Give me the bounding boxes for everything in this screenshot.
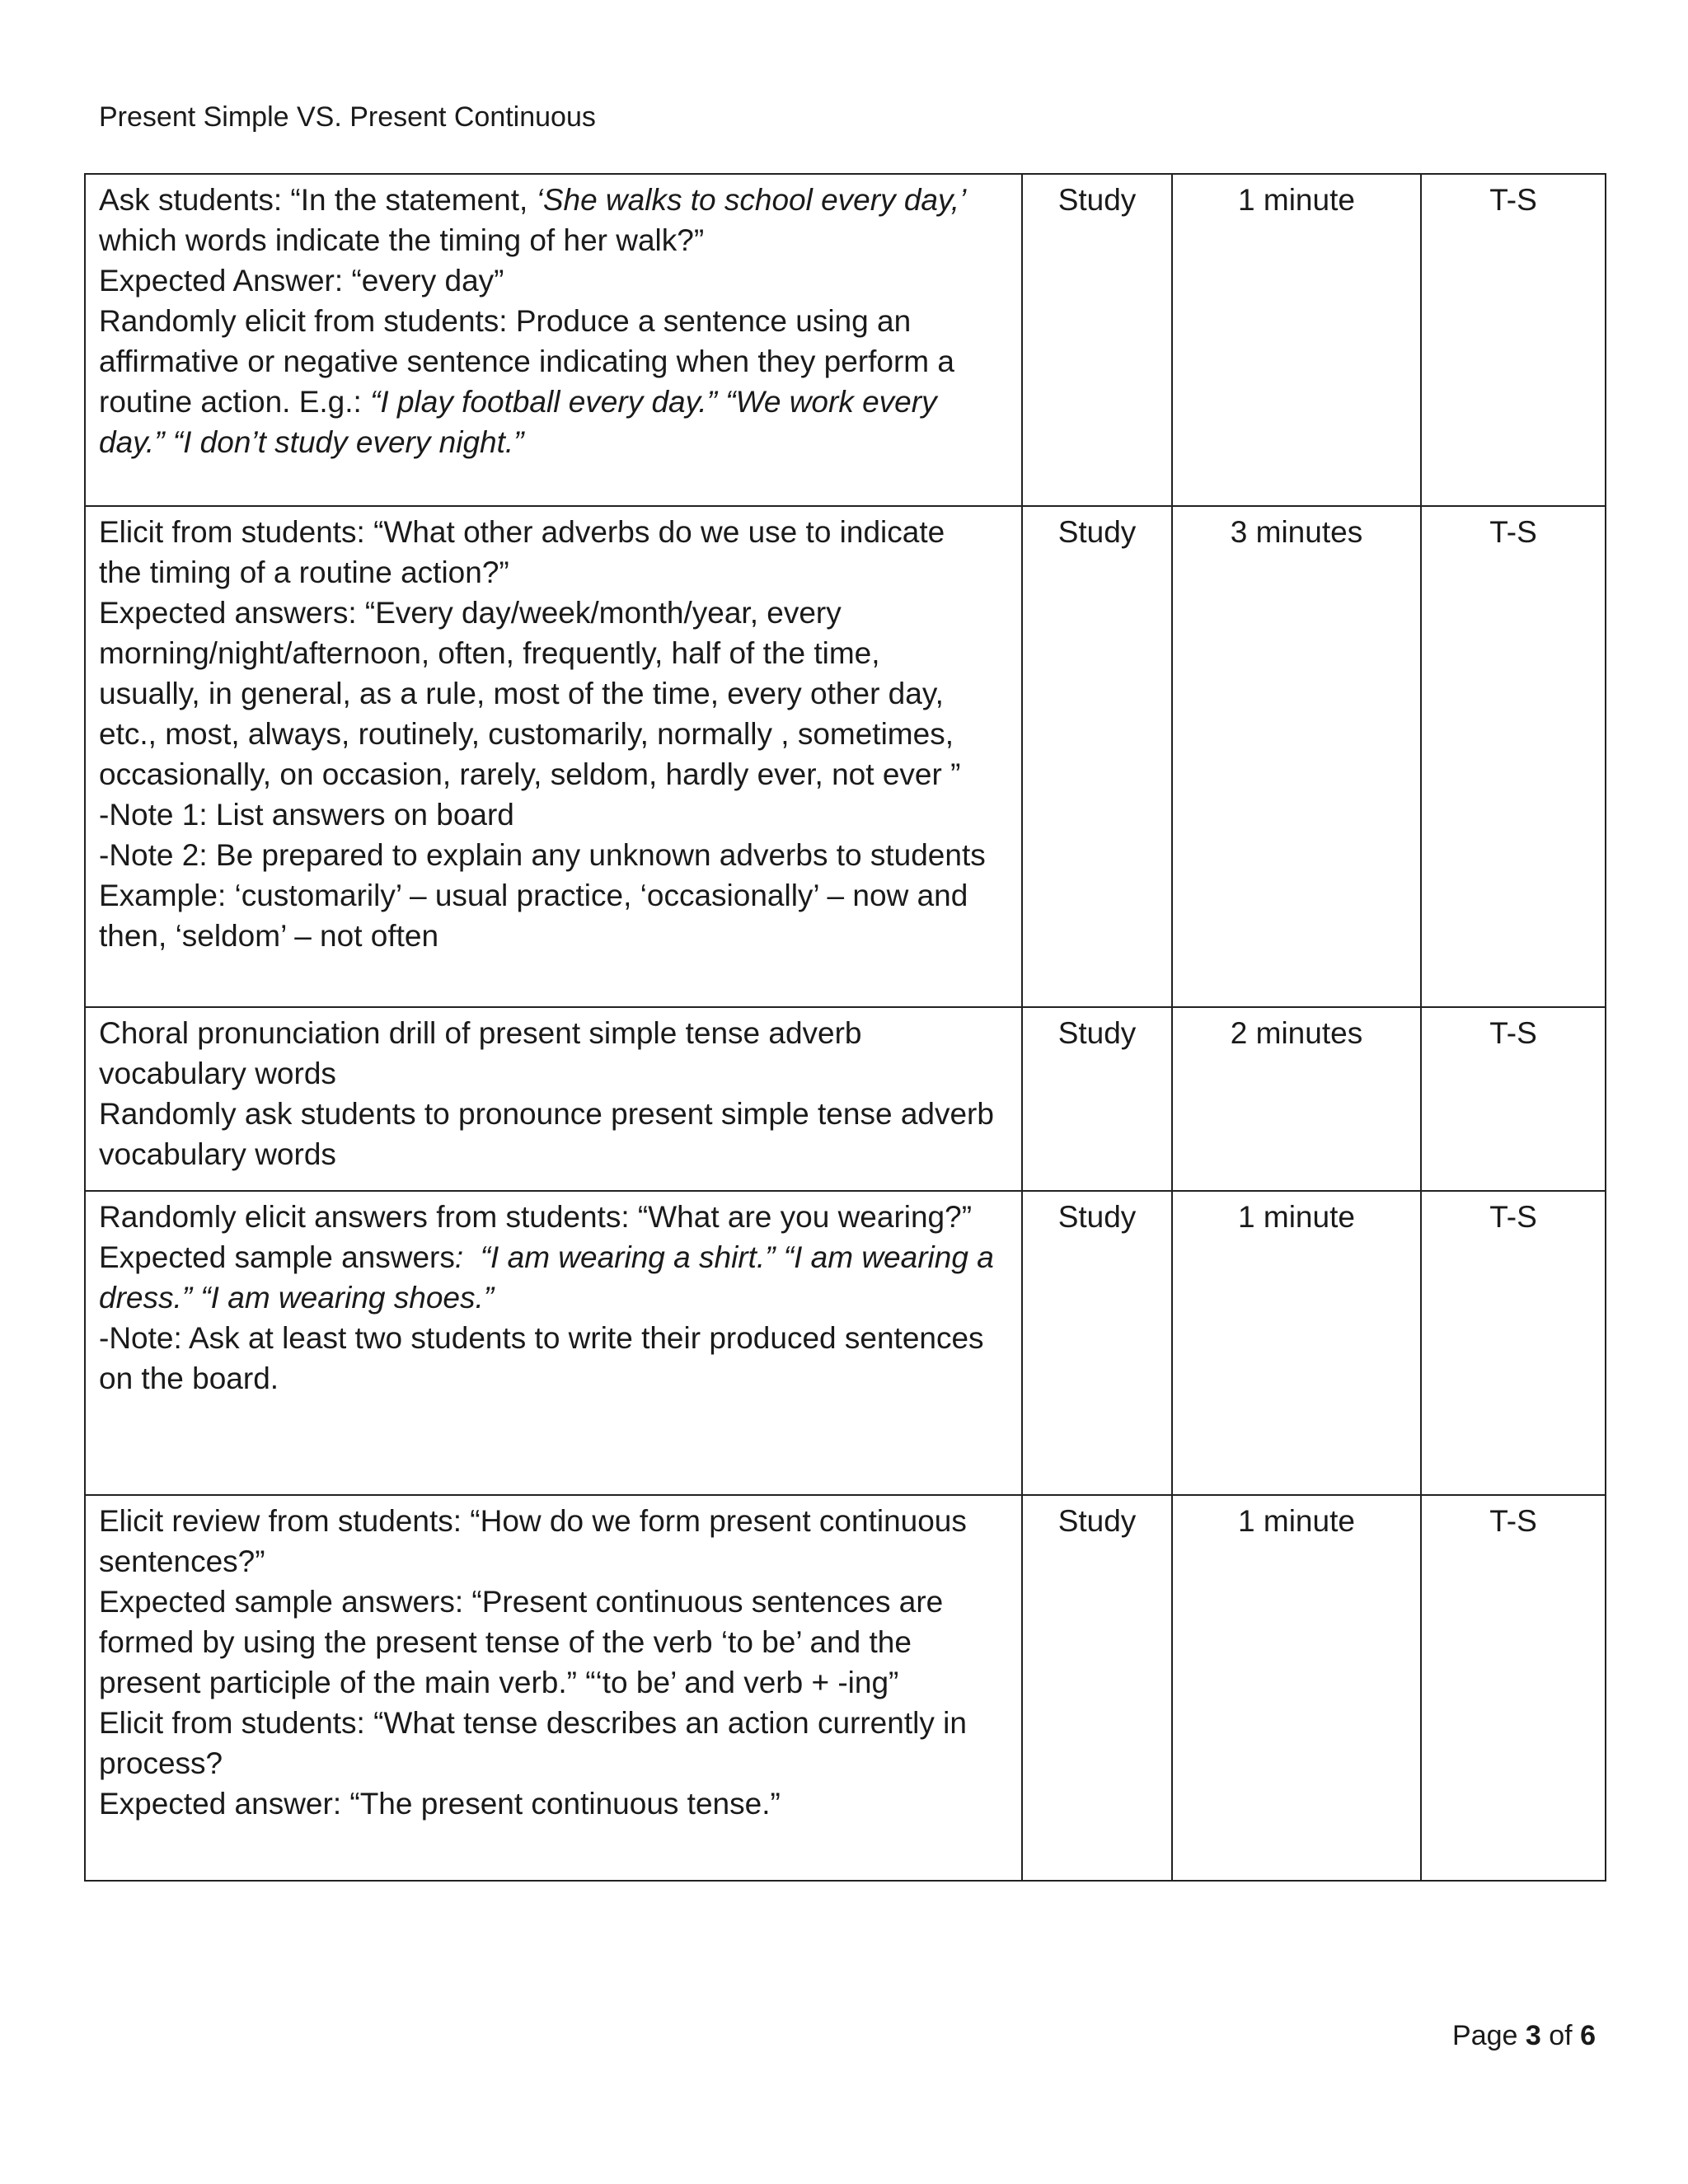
activity-line bbox=[99, 1743, 1008, 1783]
table-row bbox=[85, 506, 1606, 1007]
table-row bbox=[85, 1495, 1606, 1881]
activity-text: vocabulary words bbox=[99, 1057, 336, 1090]
activity-text: morning/night/afternoon, often, frequently, half of the time, bbox=[99, 636, 880, 670]
activity-text: Randomly elicit from students: Produce a sentence using an bbox=[99, 304, 912, 338]
stage-cell: Study bbox=[1022, 1191, 1172, 1495]
activity-line bbox=[99, 1783, 1008, 1824]
activity-line bbox=[99, 794, 1008, 835]
activity-text: etc., most, always, routinely, customarily, normally , sometimes, bbox=[99, 717, 954, 751]
table-row bbox=[85, 174, 1606, 506]
activity-line bbox=[99, 1358, 1008, 1399]
activity-cell bbox=[85, 1007, 1022, 1191]
activity-text: vocabulary words bbox=[99, 1137, 336, 1171]
stage-cell: Study bbox=[1022, 174, 1172, 506]
of-label: of bbox=[1549, 2020, 1573, 2051]
page-label: Page bbox=[1452, 2020, 1518, 2051]
activity-line bbox=[99, 1318, 1008, 1358]
activity-line bbox=[99, 180, 1008, 220]
activity-line bbox=[99, 220, 1008, 260]
activity-line bbox=[99, 916, 1008, 956]
activity-line bbox=[99, 1541, 1008, 1582]
activity-text: Randomly elicit answers from students: “What are you wearing?” bbox=[99, 1200, 973, 1234]
activity-text: the timing of a routine action?” bbox=[99, 555, 509, 589]
activity-text: on the board. bbox=[99, 1361, 279, 1395]
activity-text: Elicit review from students: “How do we form present continuous bbox=[99, 1504, 967, 1538]
activity-text: which words indicate the timing of her walk?” bbox=[99, 223, 705, 257]
stage-cell: Study bbox=[1022, 1007, 1172, 1191]
activity-cell bbox=[85, 506, 1022, 1007]
interaction-cell: T-S bbox=[1421, 1191, 1606, 1495]
activity-line bbox=[99, 714, 1008, 754]
activity-cell bbox=[85, 1495, 1022, 1881]
activity-line bbox=[99, 633, 1008, 673]
activity-text: Elicit from students: “What tense describes an action currently in bbox=[99, 1706, 967, 1740]
activity-text: formed by using the present tense of the verb ‘to be’ and the bbox=[99, 1625, 912, 1659]
activity-line bbox=[99, 552, 1008, 593]
activity-text: Expected sample answers bbox=[99, 1240, 455, 1274]
lesson-plan-body bbox=[85, 174, 1606, 1881]
activity-line bbox=[99, 673, 1008, 714]
page-current: 3 bbox=[1525, 2020, 1541, 2051]
activity-line bbox=[99, 875, 1008, 916]
activity-text: -Note: Ask at least two students to write their produced sentences bbox=[99, 1321, 984, 1355]
activity-line bbox=[99, 1094, 1008, 1134]
activity-text: -Note 2: Be prepared to explain any unknown adverbs to students bbox=[99, 838, 986, 872]
activity-line bbox=[99, 1662, 1008, 1703]
time-cell: 1 minute bbox=[1172, 174, 1421, 506]
activity-line bbox=[99, 512, 1008, 552]
activity-text: Expected answers: “Every day/week/month/year, every bbox=[99, 596, 842, 630]
time-cell: 1 minute bbox=[1172, 1191, 1421, 1495]
table-row bbox=[85, 1191, 1606, 1495]
activity-cell bbox=[85, 1191, 1022, 1495]
activity-text: Expected answer: “The present continuous tense.” bbox=[99, 1787, 781, 1821]
activity-text: Elicit from students: “What other adverbs do we use to indicate bbox=[99, 515, 945, 549]
activity-line bbox=[99, 593, 1008, 633]
activity-text: : “I am wearing a shirt.” “I am wearing a bbox=[454, 1240, 994, 1274]
activity-text: Expected Answer: “every day” bbox=[99, 264, 504, 298]
activity-text: present participle of the main verb.” “‘to be’ and verb + -ing” bbox=[99, 1666, 899, 1699]
activity-line bbox=[99, 260, 1008, 301]
interaction-cell: T-S bbox=[1421, 506, 1606, 1007]
activity-text: Example: ‘customarily’ – usual practice, ‘occasionally’ – now and bbox=[99, 879, 968, 912]
activity-line bbox=[99, 301, 1008, 341]
activity-text: usually, in general, as a rule, most of the time, every other day, bbox=[99, 677, 944, 710]
activity-text: occasionally, on occasion, rarely, seldom, hardly ever, not ever ” bbox=[99, 757, 961, 791]
interaction-cell: T-S bbox=[1421, 1495, 1606, 1881]
interaction-cell: T-S bbox=[1421, 174, 1606, 506]
activity-line bbox=[99, 382, 1008, 422]
activity-line bbox=[99, 754, 1008, 794]
activity-text: Choral pronunciation drill of present simple tense adverb bbox=[99, 1016, 862, 1050]
interaction-cell: T-S bbox=[1421, 1007, 1606, 1191]
activity-line bbox=[99, 1501, 1008, 1541]
activity-line bbox=[99, 1134, 1008, 1174]
stage-cell: Study bbox=[1022, 506, 1172, 1007]
lesson-plan-table bbox=[84, 173, 1606, 1882]
activity-line bbox=[99, 1197, 1008, 1237]
activity-line bbox=[99, 1013, 1008, 1053]
activity-line bbox=[99, 422, 1008, 462]
time-cell: 3 minutes bbox=[1172, 506, 1421, 1007]
activity-text: Ask students: “In the statement, bbox=[99, 183, 537, 217]
activity-line bbox=[99, 1582, 1008, 1622]
activity-text: affirmative or negative sentence indicating when they perform a bbox=[99, 344, 954, 378]
time-cell: 1 minute bbox=[1172, 1495, 1421, 1881]
activity-line bbox=[99, 1277, 1008, 1318]
activity-line bbox=[99, 1703, 1008, 1743]
activity-text: then, ‘seldom’ – not often bbox=[99, 919, 439, 953]
activity-text: day.” “I don’t study every night.” bbox=[99, 425, 524, 459]
activity-line bbox=[99, 341, 1008, 382]
activity-cell bbox=[85, 174, 1022, 506]
page-total: 6 bbox=[1580, 2020, 1596, 2051]
activity-text: ‘She walks to school every day,’ bbox=[536, 183, 967, 217]
activity-text: sentences?” bbox=[99, 1544, 265, 1578]
stage-cell: Study bbox=[1022, 1495, 1172, 1881]
page-number bbox=[1452, 2018, 1596, 2054]
activity-text: dress.” “I am wearing shoes.” bbox=[99, 1281, 495, 1315]
activity-line bbox=[99, 1237, 1008, 1277]
activity-text: process? bbox=[99, 1746, 223, 1780]
activity-line bbox=[99, 1053, 1008, 1094]
activity-text: routine action. E.g.: bbox=[99, 385, 371, 419]
activity-text: “I play football every day.” “We work every bbox=[370, 385, 937, 419]
document-header-title: Present Simple VS. Present Continuous bbox=[99, 101, 596, 133]
table-row bbox=[85, 1007, 1606, 1191]
activity-text: Randomly ask students to pronounce present simple tense adverb bbox=[99, 1097, 994, 1131]
activity-text: Expected sample answers: “Present continuous sentences are bbox=[99, 1585, 944, 1619]
activity-text: -Note 1: List answers on board bbox=[99, 798, 514, 832]
activity-line bbox=[99, 1622, 1008, 1662]
time-cell: 2 minutes bbox=[1172, 1007, 1421, 1191]
activity-line bbox=[99, 835, 1008, 875]
